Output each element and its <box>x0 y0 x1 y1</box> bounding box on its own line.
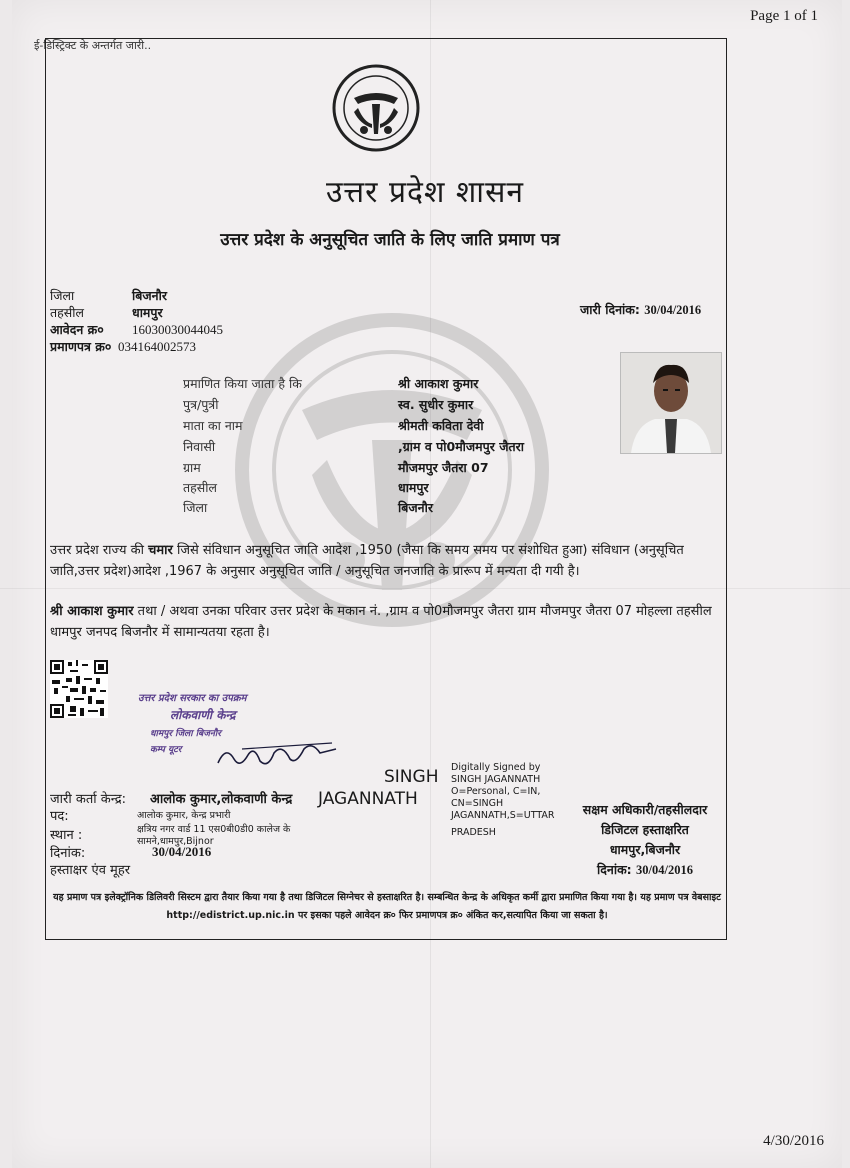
body-paragraph-2 <box>50 601 720 643</box>
applicant-photo <box>620 352 722 454</box>
issuer-date-label: दिनांक: <box>50 846 86 861</box>
application-value: 16030030044045 <box>132 322 223 337</box>
handwritten-signature <box>212 735 342 775</box>
page-number: Page 1 of 1 <box>750 8 818 24</box>
meta-labels <box>50 287 111 355</box>
certify-value-4: मौजमपुर जैतरा 07 <box>398 460 489 475</box>
body-p1-b: जिसे संविधान अनुसूचित जाति आदेश ,1950 (जैसा कि समय समय पर संशोधित हुआ) संविधान (अनुसूचित जाति,उत्तर प्रदेश)आदेश ,1967 के अनुसार अनुसूचित जाति / अनुसूचित जनजाति के प्रारूप में मन्यता दी गयी है। <box>50 543 684 579</box>
sig-meta-3: O=Personal, C=IN, <box>451 786 541 797</box>
authority-block <box>560 800 730 880</box>
issuer-post-label: पद: <box>50 809 69 824</box>
body-paragraph-1 <box>50 540 720 582</box>
certify-value-1: स्व. सुधीर कुमार <box>398 397 474 412</box>
stamp-line-1: उत्तर प्रदेश सरकार का उपक्रम <box>138 693 247 704</box>
digital-signer-second: JAGANNATH <box>318 789 418 809</box>
sig-meta-2: SINGH JAGANNATH <box>451 774 541 785</box>
authority-date-value: 30/04/2016 <box>636 863 693 877</box>
certify-key-3: निवासी <box>183 439 216 454</box>
document-title: उत्तर प्रदेश शासन <box>325 175 524 210</box>
tehsil-value: धामपुर <box>132 305 163 320</box>
certify-key-1: पुत्र/पुत्री <box>183 397 219 412</box>
meta-values <box>118 287 223 355</box>
issuer-place-label: स्थान : <box>50 828 83 843</box>
issue-date <box>580 301 701 318</box>
tehsil-label: तहसील <box>50 305 84 320</box>
body-p2-rest: तथा / अथवा उनका परिवार उत्तर प्रदेश के मकान नं. ,ग्राम व पो0मौजमपुर जैतरा ग्राम मौजमपुर जैतरा 07 मोहल्ला तहसील धामपुर जनपद बिजनौर में सामान्यतया रहता है। <box>50 604 712 640</box>
certificate-value: 034164002573 <box>118 339 196 354</box>
footer-note: यह प्रमाण पत्र इलेक्ट्रॉनिक डिलिवरी सिस्टम द्वारा तैयार किया गया है तथा डिजिटल सिग्नेचर से हस्ताक्षरित है। सम्बन्धित केन्द्र के अधिकृत कर्मी द्वारा प्रमाणित किया गया है। यह प्रमाण पत्र वेबसाइट http://edistrict.up.nic.in पर इसका पहले आवेदन क्र० फिर प्रमाणपत्र क्र० अंकित कर,सत्यापित किया जा सकता है। <box>53 892 721 921</box>
certify-key-2: माता का नाम <box>183 418 243 433</box>
authority-digital: डिजिटल हस्ताक्षरित <box>601 822 689 837</box>
certify-value-2: श्रीमती कविता देवी <box>398 418 484 433</box>
sig-meta-1: Digitally Signed by <box>451 762 541 773</box>
authority-title: सक्षम अधिकारी/तहसीलदार <box>582 802 708 817</box>
issue-date-value: 30/04/2016 <box>644 303 702 317</box>
issuer-center-value: आलोक कुमार,लोकवाणी केन्द्र <box>150 792 293 807</box>
issuer-date-value: 30/04/2016 <box>152 844 212 859</box>
certify-value-3: ,ग्राम व पो0मौजमपुर जैतरा <box>398 439 524 454</box>
stamp-line-4: कम्प यूटर <box>150 745 182 755</box>
certify-value-0: श्री आकाश कुमार <box>398 376 479 391</box>
stamp-line-3: धामपुर जिला बिजनौर <box>150 729 221 739</box>
certify-key-6: जिला <box>183 500 208 515</box>
certify-value-6: बिजनौर <box>398 500 433 515</box>
application-label: आवेदन क्र० <box>50 322 104 337</box>
certify-key-0: प्रमाणित किया जाता है कि <box>183 376 302 391</box>
issuer-place-value-1: क्षत्रिय नगर वार्ड 11 एस0बी0डी0 कालेज के <box>137 824 291 835</box>
certify-value-5: धामपुर <box>398 480 429 495</box>
qr-code <box>50 660 108 718</box>
sig-meta-5: JAGANNATH,S=UTTAR <box>451 810 555 821</box>
issue-date-label: जारी दिनांक: <box>580 302 640 317</box>
district-value: बिजनौर <box>132 288 167 303</box>
government-seal-icon <box>332 62 420 154</box>
caste-name: चमार <box>148 543 173 558</box>
issuer-center-label: जारी कर्ता केन्द्र: <box>50 792 127 807</box>
issuer-sign-label: हस्ताक्षर एंव मूहर <box>50 863 131 878</box>
document-subtitle: उत्तर प्रदेश के अनुसूचित जाति के लिए जाति प्रमाण पत्र <box>220 230 560 250</box>
digital-signature-meta <box>451 762 571 839</box>
authority-place: धामपुर,बिजनौर <box>609 842 681 857</box>
certify-key-5: तहसील <box>183 480 217 495</box>
scan-date: 4/30/2016 <box>763 1133 824 1149</box>
issuer-place-value-2: सामने,धामपुर,Bijnor <box>137 836 214 847</box>
stamp-line-2: लोकवाणी केन्द्र <box>170 708 236 722</box>
digital-signer-first: SINGH <box>384 767 439 787</box>
sig-meta-4: CN=SINGH <box>451 798 504 809</box>
certificate-label: प्रमाणपत्र क्र० <box>50 339 112 354</box>
sig-meta-6: PRADESH <box>451 827 496 838</box>
authority-date-label: दिनांक: <box>597 862 632 877</box>
resident-name: श्री आकाश कुमार <box>50 604 134 619</box>
district-label: जिला <box>50 288 75 303</box>
certify-key-4: ग्राम <box>183 460 201 475</box>
body-p1-a: उत्तर प्रदेश राज्य की <box>50 543 149 558</box>
emblem-watermark <box>232 290 552 650</box>
edistrict-note: ई-डिस्ट्रिक्ट के अन्तर्गत जारी.. <box>34 39 152 52</box>
authority-date <box>560 860 730 880</box>
issuer-post-value: आलोक कुमार, केन्द्र प्रभारी <box>137 810 231 821</box>
